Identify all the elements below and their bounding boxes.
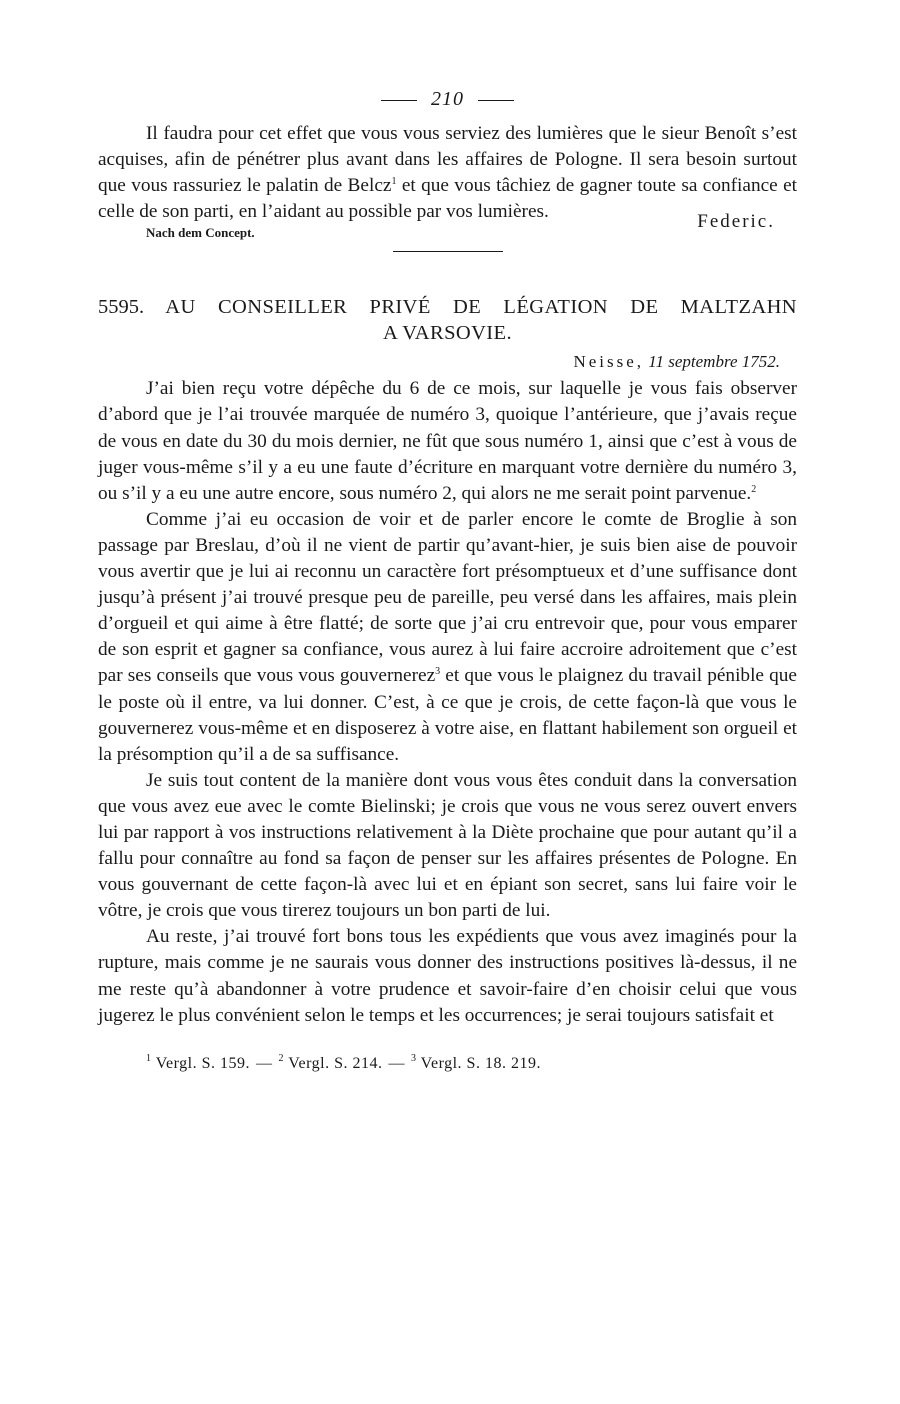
letter-paragraph [98, 376, 797, 506]
text-run: Il faudra pour cet effet que vous vous serviez des lumières que le sieur Benoît s’est acquises, afin de pénétrer plus avant dans les affaires de Pologne. Il sera besoin surtout que vous rassuriez le palatin de Belcz [98, 123, 797, 197]
page [98, 88, 797, 1073]
folio-dash-left [381, 100, 417, 101]
letter-paragraph [98, 507, 797, 768]
footnote-number: 3 [410, 1052, 417, 1064]
footnote-ref: 2 [751, 483, 757, 495]
footnote-ref: 1 [391, 176, 397, 188]
footnotes [98, 1052, 797, 1073]
dateline [98, 352, 780, 372]
text-run: et que vous le plaignez du travail pénible que le poste où il entre, va lui donner. C’est, à ce que je crois, de cette façon-là que vous le gouvernerez vous-même et en disposerez à votre aise, en flattant habilement son orgueil et la présomption qu’il a de sa suffisance. [98, 665, 797, 765]
footnote-number: 2 [278, 1052, 284, 1064]
signature-row [98, 211, 797, 245]
letter-body [98, 376, 797, 1028]
letter-number: 5595. [98, 296, 145, 319]
heading-line-2: A VARSOVIE. [383, 322, 512, 345]
footnote [146, 1052, 250, 1072]
text-run: Je suis tout content de la manière dont vous vous êtes conduit dans la conversation que vous avez eue avec le comte Bielinski; je crois que vous ne vous serez ouvert envers lui par rapport à vos instructions relativement à la Diète prochaine que pour autant qu’il a fallu pour connaître au fond sa façon de penser sur les affaires présentes de Pologne. En vous gouvernant de cette façon-là avec lui et en épiant son secret, sans lui faire voir le vôtre, je crois que vous tirerez toujours un bon parti de lui. [98, 769, 797, 922]
text-run: Au reste, j’ai trouvé fort bons tous les expédients que vous avez imaginés pour la rupture, mais comme je ne saurais vous donner des instructions positives là-dessus, il ne me reste qu’à abandonner à votre prudence et savoir-faire d’en choisir celui que vous jugerez le plus convénient selon le temps et les occurrences; je serai toujours satisfait et [98, 926, 797, 1026]
section-divider [393, 251, 503, 252]
previous-letter-paragraph [98, 121, 797, 225]
source-note: Nach dem Concept. [146, 225, 255, 241]
footnote-separator: — [388, 1054, 405, 1072]
dateline-place: Neisse, [573, 352, 645, 372]
letter-paragraph [98, 924, 797, 1028]
letter-paragraph [98, 768, 797, 925]
footnote [410, 1052, 541, 1072]
page-number-text: 210 [431, 88, 464, 110]
signature: Federic. [697, 211, 775, 233]
footnote-ref: 3 [435, 666, 441, 678]
letter-heading [98, 294, 797, 346]
footnote-number: 1 [146, 1052, 152, 1064]
footnote-text: Vergl. S. 214. [283, 1054, 383, 1072]
footnote-text: Vergl. S. 18. 219. [416, 1054, 541, 1072]
folio-dash-right [478, 100, 514, 101]
footnote-text: Vergl. S. 159. [151, 1054, 250, 1072]
footnote-separator: — [255, 1054, 273, 1072]
page-number [98, 88, 797, 111]
text-run: Comme j’ai eu occasion de voir et de parler encore le comte de Broglie à son passage par Breslau, d’où il ne vient de partir qu’avant-hier, je suis bien aise de pouvoir vous avertir que je lui ai reconnu un caractère fort présomptueux et d’une suffisance dont jusqu’à présent j’ai trouvé presque peu de pareille, peu versé dans les affaires, mais plein d’orgueil et qui aime à être flatté; de sorte que j’ai cru entrevoir que, pour vous emparer de son esprit et gagner sa confiance, vous aurez à lui faire accroire adroitement que c’est par ses conseils que vous vous gouvernerez [98, 508, 797, 687]
text-run: J’ai bien reçu votre dépêche du 6 de ce mois, sur laquelle je vous fais observer d’abord que je l’ai trouvée marquée de numéro 3, quoique l’antérieure, que j’avais reçue de vous en date du 30 du mois dernier, ne fût que sous numéro 1, ainsi que c’est à vous de juger vous-même s’il y a eu une faute d’écriture en marquant votre dernière du numéro 3, ou s’il y a eu une autre encore, sous numéro 2, qui alors ne me serait point parvenue. [98, 378, 797, 504]
heading-title: AU CONSEILLER PRIVÉ DE LÉGATION DE MALTZAHN [165, 296, 797, 319]
footnote [278, 1052, 383, 1072]
dateline-date: 11 septembre 1752. [648, 352, 780, 372]
heading-line-1 [98, 294, 797, 320]
text-run: et que vous tâchiez de gagner toute sa confiance et celle de son parti, en l’aidant au possible par vos lumières. [98, 175, 797, 223]
